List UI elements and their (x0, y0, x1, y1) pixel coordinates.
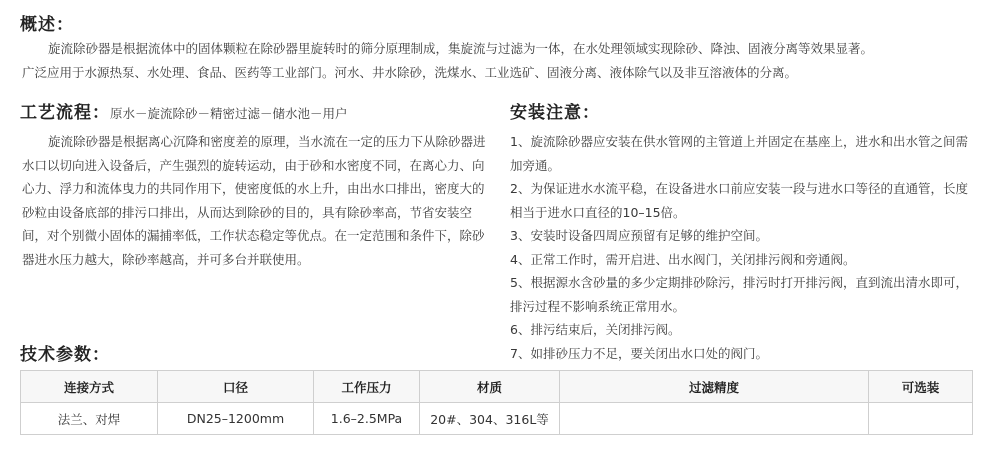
cell-connection: 法兰、对焊 (21, 403, 158, 435)
install-item: 3、安装时设备四周应预留有足够的维护空间。 (510, 228, 768, 243)
col-header-pressure: 工作压力 (314, 371, 420, 403)
overview-line-2: 广泛应用于水源热泵、水处理、食品、医药等工业部门。河水、井水除砂，洗煤水、工业选矿、固液分离、液体除气以及非互溶液体的分离。 (22, 64, 798, 80)
overview-heading: 概述： (20, 15, 74, 35)
process-body: 旋流除砂器是根据离心沉降和密度差的原理，当水流在一定的压力下从除砂器进水口以切向进入设备后，产生强烈的旋转运动，由于砂和水密度不同，在离心力、向心力、浮力和流体曳力的共同作用下，使密度低的水上升，由出水口排出，密度大的砂粒由设备底部的排污口排出，从而达到除砂的目的，具有除砂率高，节省安装空间，对个别微小固体的漏捕率低，工作状态稳定等优点。在一定范围和条件下，除砂器进水压力越大，除砂率越高，并可多台并联使用。 (22, 134, 486, 267)
specs-header-row (21, 371, 973, 403)
overview-line-1: 旋流除砂器是根据流体中的固体颗粒在除砂器里旋转时的筛分原理制成，集旋流与过滤为一体，在水处理领域实现除砂、降浊、固液分离等效果显著。 (48, 41, 874, 56)
install-item: 5、根据源水含砂量的多少定期排砂除污，排污时打开排污阀，直到流出清水即可，排污过程不影响系统正常用水。 (510, 275, 968, 314)
col-header-optional: 可选装 (869, 371, 973, 403)
table-row (21, 403, 973, 435)
cell-optional (869, 403, 973, 435)
install-list (510, 130, 980, 365)
install-item: 7、如排砂压力不足，要关闭出水口处的阀门。 (510, 345, 768, 361)
process-heading-row (20, 98, 348, 123)
install-item: 2、为保证进水水流平稳，在设备进水口前应安装一段与进水口等径的直通管，长度相当于进水口直径的10–15倍。 (510, 181, 968, 220)
overview-text (22, 37, 987, 84)
cell-pressure: 1.6–2.5MPa (314, 403, 420, 435)
install-heading: 安装注意： (510, 103, 600, 123)
cell-diameter: DN25–1200mm (158, 403, 314, 435)
install-item: 1、旋流除砂器应安装在供水管网的主管道上并固定在基座上，进水和出水管之间需加旁通。 (510, 134, 968, 173)
process-flow: 原水－旋流除砂－精密过滤－储水池－用户 (110, 106, 348, 121)
install-item: 6、排污结束后，关闭排污阀。 (510, 322, 681, 337)
specs-heading: 技术参数： (20, 345, 110, 365)
cell-filter-precision (560, 403, 869, 435)
col-header-filter-precision: 过滤精度 (560, 371, 869, 403)
cell-material: 20#、304、316L等 (420, 403, 560, 435)
specs-table (20, 370, 973, 435)
process-heading: 工艺流程： (20, 103, 110, 123)
col-header-connection: 连接方式 (21, 371, 158, 403)
col-header-diameter: 口径 (158, 371, 314, 403)
col-header-material: 材质 (420, 371, 560, 403)
install-item: 4、正常工作时，需开启进、出水阀门，关闭排污阀和旁通阀。 (510, 251, 856, 267)
